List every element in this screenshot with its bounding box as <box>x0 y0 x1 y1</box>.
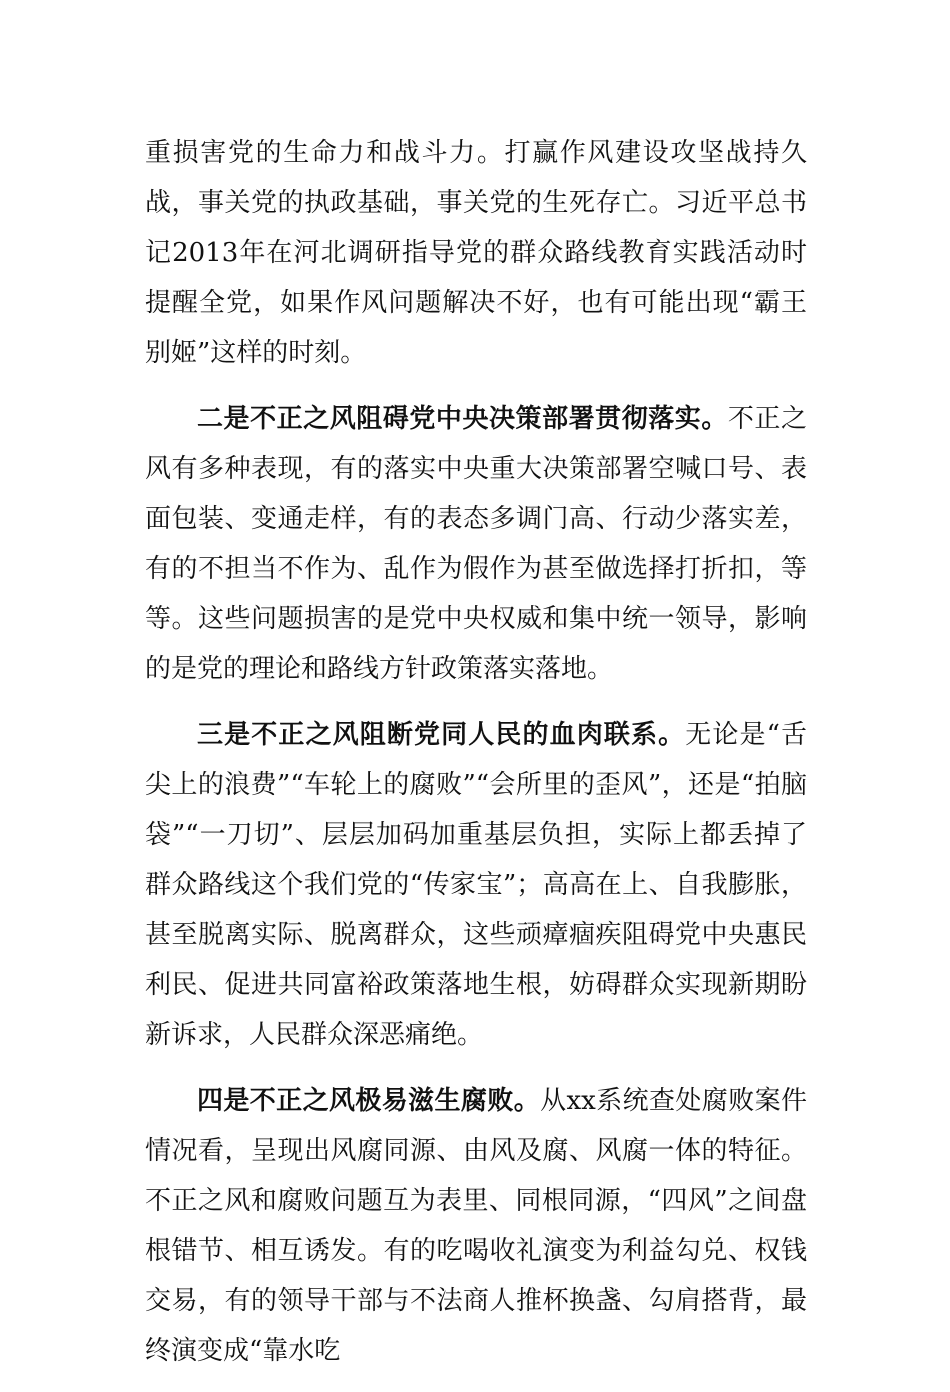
paragraph-2 <box>145 394 807 694</box>
document-body <box>145 128 807 1392</box>
paragraph-4-text: 从xx系统查处腐败案件情况看，呈现出风腐同源、由风及腐、风腐一体的特征。不正之风和腐败问题互为表里、同根同源，“四风”之间盘根错节、相互诱发。有的吃喝收礼演变为利益勾兑、权钱交易，有的领导干部与不法商人推杯换盏、勾肩搭背，最终演变成“靠水吃 <box>145 1086 807 1366</box>
paragraph-3-lead: 三是不正之风阻断党同人民的血肉联系。 <box>197 720 686 750</box>
paragraph-1-text: 重损害党的生命力和战斗力。打赢作风建设攻坚战持久战，事关党的执政基础，事关党的生死存亡。习近平总书记2013年在河北调研指导党的群众路线教育实践活动时提醒全党，如果作风问题解决不好，也有可能出现“霸王别姬”这样的时刻。 <box>145 138 807 368</box>
paragraph-2-lead: 二是不正之风阻碍党中央决策部署贯彻落实。 <box>197 404 728 434</box>
paragraph-3-text: 无论是“舌尖上的浪费”“车轮上的腐败”“会所里的歪风”，还是“拍脑袋”“一刀切”、层层加码加重基层负担，实际上都丢掉了群众路线这个我们党的“传家宝”；高高在上、自我膨胀，甚至脱离实际、脱离群众，这些顽瘴痼疾阻碍党中央惠民利民、促进共同富裕政策落地生根，妨碍群众实现新期盼新诉求，人民群众深恶痛绝。 <box>145 720 807 1050</box>
paragraph-1 <box>145 128 807 378</box>
paragraph-4 <box>145 1076 807 1376</box>
paragraph-2-text: 不正之风有多种表现，有的落实中央重大决策部署空喊口号、表面包装、变通走样，有的表态多调门高、行动少落实差，有的不担当不作为、乱作为假作为甚至做选择打折扣，等等。这些问题损害的是党中央权威和集中统一领导，影响的是党的理论和路线方针政策落实落地。 <box>145 404 807 684</box>
paragraph-4-lead: 四是不正之风极易滋生腐败。 <box>197 1086 541 1116</box>
paragraph-3 <box>145 710 807 1060</box>
